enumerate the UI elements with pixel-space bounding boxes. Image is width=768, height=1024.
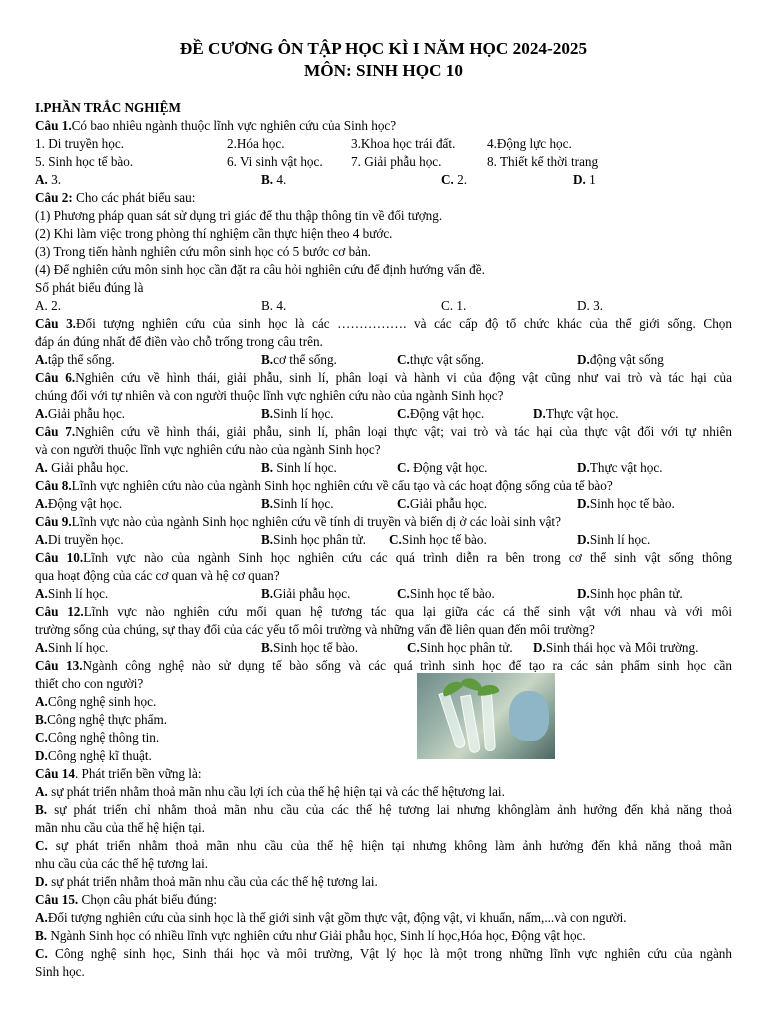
question-7-cont: và con người thuộc lĩnh vực nghiên cứu nào của ngành Sinh học? <box>35 442 381 457</box>
question-14: Câu 14. Phát triển bền vững là: <box>35 766 202 781</box>
question-13-cont: thiết cho con người? <box>35 676 144 691</box>
section-heading: I.PHẦN TRẮC NGHIỆM <box>35 100 181 115</box>
q14-option-b-cont: mãn nhu cầu của thế hệ hiện tại. <box>35 820 205 835</box>
q14-option-b: B. sự phát triển chỉ nhằm thoả mãn nhu cầu của các thế hệ tương lai nhưng khônglàm ảnh hưởng đến khả năng thoả <box>35 802 732 817</box>
question-10: Câu 10.Lĩnh vực nào của ngành Sinh học nghiên cứu các quá trình diễn ra bên trong cơ thể sinh vật sống thông <box>35 550 733 565</box>
q13-option-d: D.Công nghệ kĩ thuật. <box>35 748 152 763</box>
question-3-cont: đáp án đúng nhất để điền vào chỗ trống trong câu trên. <box>35 334 323 349</box>
q2-statement: (1) Phương pháp quan sát sử dụng tri giác để thu thập thông tin về đối tượng. <box>35 208 443 223</box>
q2-statement: (3) Trong tiến hành nghiên cứu môn sinh học có 5 bước cơ bản. <box>35 244 371 259</box>
question-12-cont: trường sống của chúng, sự thay đổi của các yếu tố môi trường và những vấn đề liên quan đến môi trường? <box>35 622 595 637</box>
biotech-photo <box>417 673 555 759</box>
q13-option-a: A.Công nghệ sinh học. <box>35 694 157 709</box>
q2-prompt: Số phát biểu đúng là <box>35 280 144 295</box>
q14-option-a: A. sự phát triển nhằm thoả mãn nhu cầu lợi ích của thế hệ hiện tại và các thế hệtương lai. <box>35 784 505 799</box>
question-7: Câu 7.Nghiên cứu về hình thái, giải phẫu, sinh lí, phân loại thực vật; vai trò và tác hại của thực vật đối với tự nhiên <box>35 424 732 439</box>
q13-option-b: B.Công nghệ thực phẩm. <box>35 712 168 727</box>
q2-statement: (2) Khi làm việc trong phòng thí nghiệm cần thực hiện theo 4 bước. <box>35 226 393 241</box>
q13-option-c: C.Công nghệ thông tin. <box>35 730 160 745</box>
question-1: Câu 1.Có bao nhiêu ngành thuộc lĩnh vực nghiên cứu của Sinh học? <box>35 118 397 133</box>
q15-option-a: A.Đối tượng nghiên cứu của sinh học là thế giới sinh vật gồm thực vật, động vật, vi khuẩn, nấm,...và con người. <box>35 910 627 925</box>
q14-option-c-cont: nhu cầu của các thế hệ tương lai. <box>35 856 209 871</box>
question-2: Câu 2: Cho các phát biểu sau: <box>35 190 196 205</box>
question-10-cont: qua hoạt động của các cơ quan và hệ cơ quan? <box>35 568 280 583</box>
question-8: Câu 8.Lĩnh vực nghiên cứu nào của ngành Sinh học nghiên cứu về cấu tạo và các hoạt động sống của tế bào? <box>35 478 613 493</box>
q15-option-c-cont: Sinh học. <box>35 964 85 979</box>
question-3: Câu 3.Đối tượng nghiên cứu của sinh học là các ……………. và các cấp độ tổ chức khác của thế giới sống. Chọn <box>35 316 732 331</box>
question-9: Câu 9.Lĩnh vực nào của ngành Sinh học nghiên cứu về tính di truyền và biến dị ở các loài sinh vật? <box>35 514 561 529</box>
q14-option-d: D. sự phát triển nhằm thoả mãn nhu cầu của các thế hệ tương lai. <box>35 874 378 889</box>
question-12: Câu 12.Lĩnh vực nào nghiên cứu mối quan hệ tương tác qua lại giữa các cá thể sinh vật với nhau và với môi <box>35 604 733 619</box>
question-6: Câu 6.Nghiên cứu về hình thái, giải phẫu, sinh lí, phân loại và hành vi của động vật cũng như vai trò và tác hại của <box>35 370 733 385</box>
doc-subtitle: MÔN: SINH HỌC 10 <box>304 61 463 80</box>
doc-title: ĐỀ CƯƠNG ÔN TẬP HỌC KÌ I NĂM HỌC 2024-2025 <box>179 39 588 58</box>
question-15: Câu 15. Chọn câu phát biểu đúng: <box>35 892 218 907</box>
question-13: Câu 13.Ngành công nghệ nào sử dụng tế bào sống và các quá trình sinh học để tạo ra các sản phẩm sinh học cần <box>35 658 733 673</box>
question-6-cont: chúng đối với tự nhiên và con người thuộc lĩnh vực nghiên cứu nào của ngành Sinh học? <box>35 388 504 403</box>
q15-option-c: C. Công nghệ sinh học, Sinh thái học và môi trường, Vật lý học là một trong những lĩnh vực nghiên cứu của ngành <box>35 946 732 961</box>
q15-option-b: B. Ngành Sinh học có nhiều lĩnh vực nghiên cứu như Giải phẫu học, Sinh lí học,Hóa học, Động vật học. <box>35 928 586 943</box>
q2-statement: (4) Để nghiên cứu môn sinh học cần đặt ra câu hỏi nghiên cứu để định hướng vấn đề. <box>35 262 485 277</box>
q14-option-c: C. sự phát triển nhằm thoả mãn nhu cầu của thế hệ hiện tại nhưng không làm ảnh hưởng đến khả năng thoả mãn <box>35 838 732 853</box>
